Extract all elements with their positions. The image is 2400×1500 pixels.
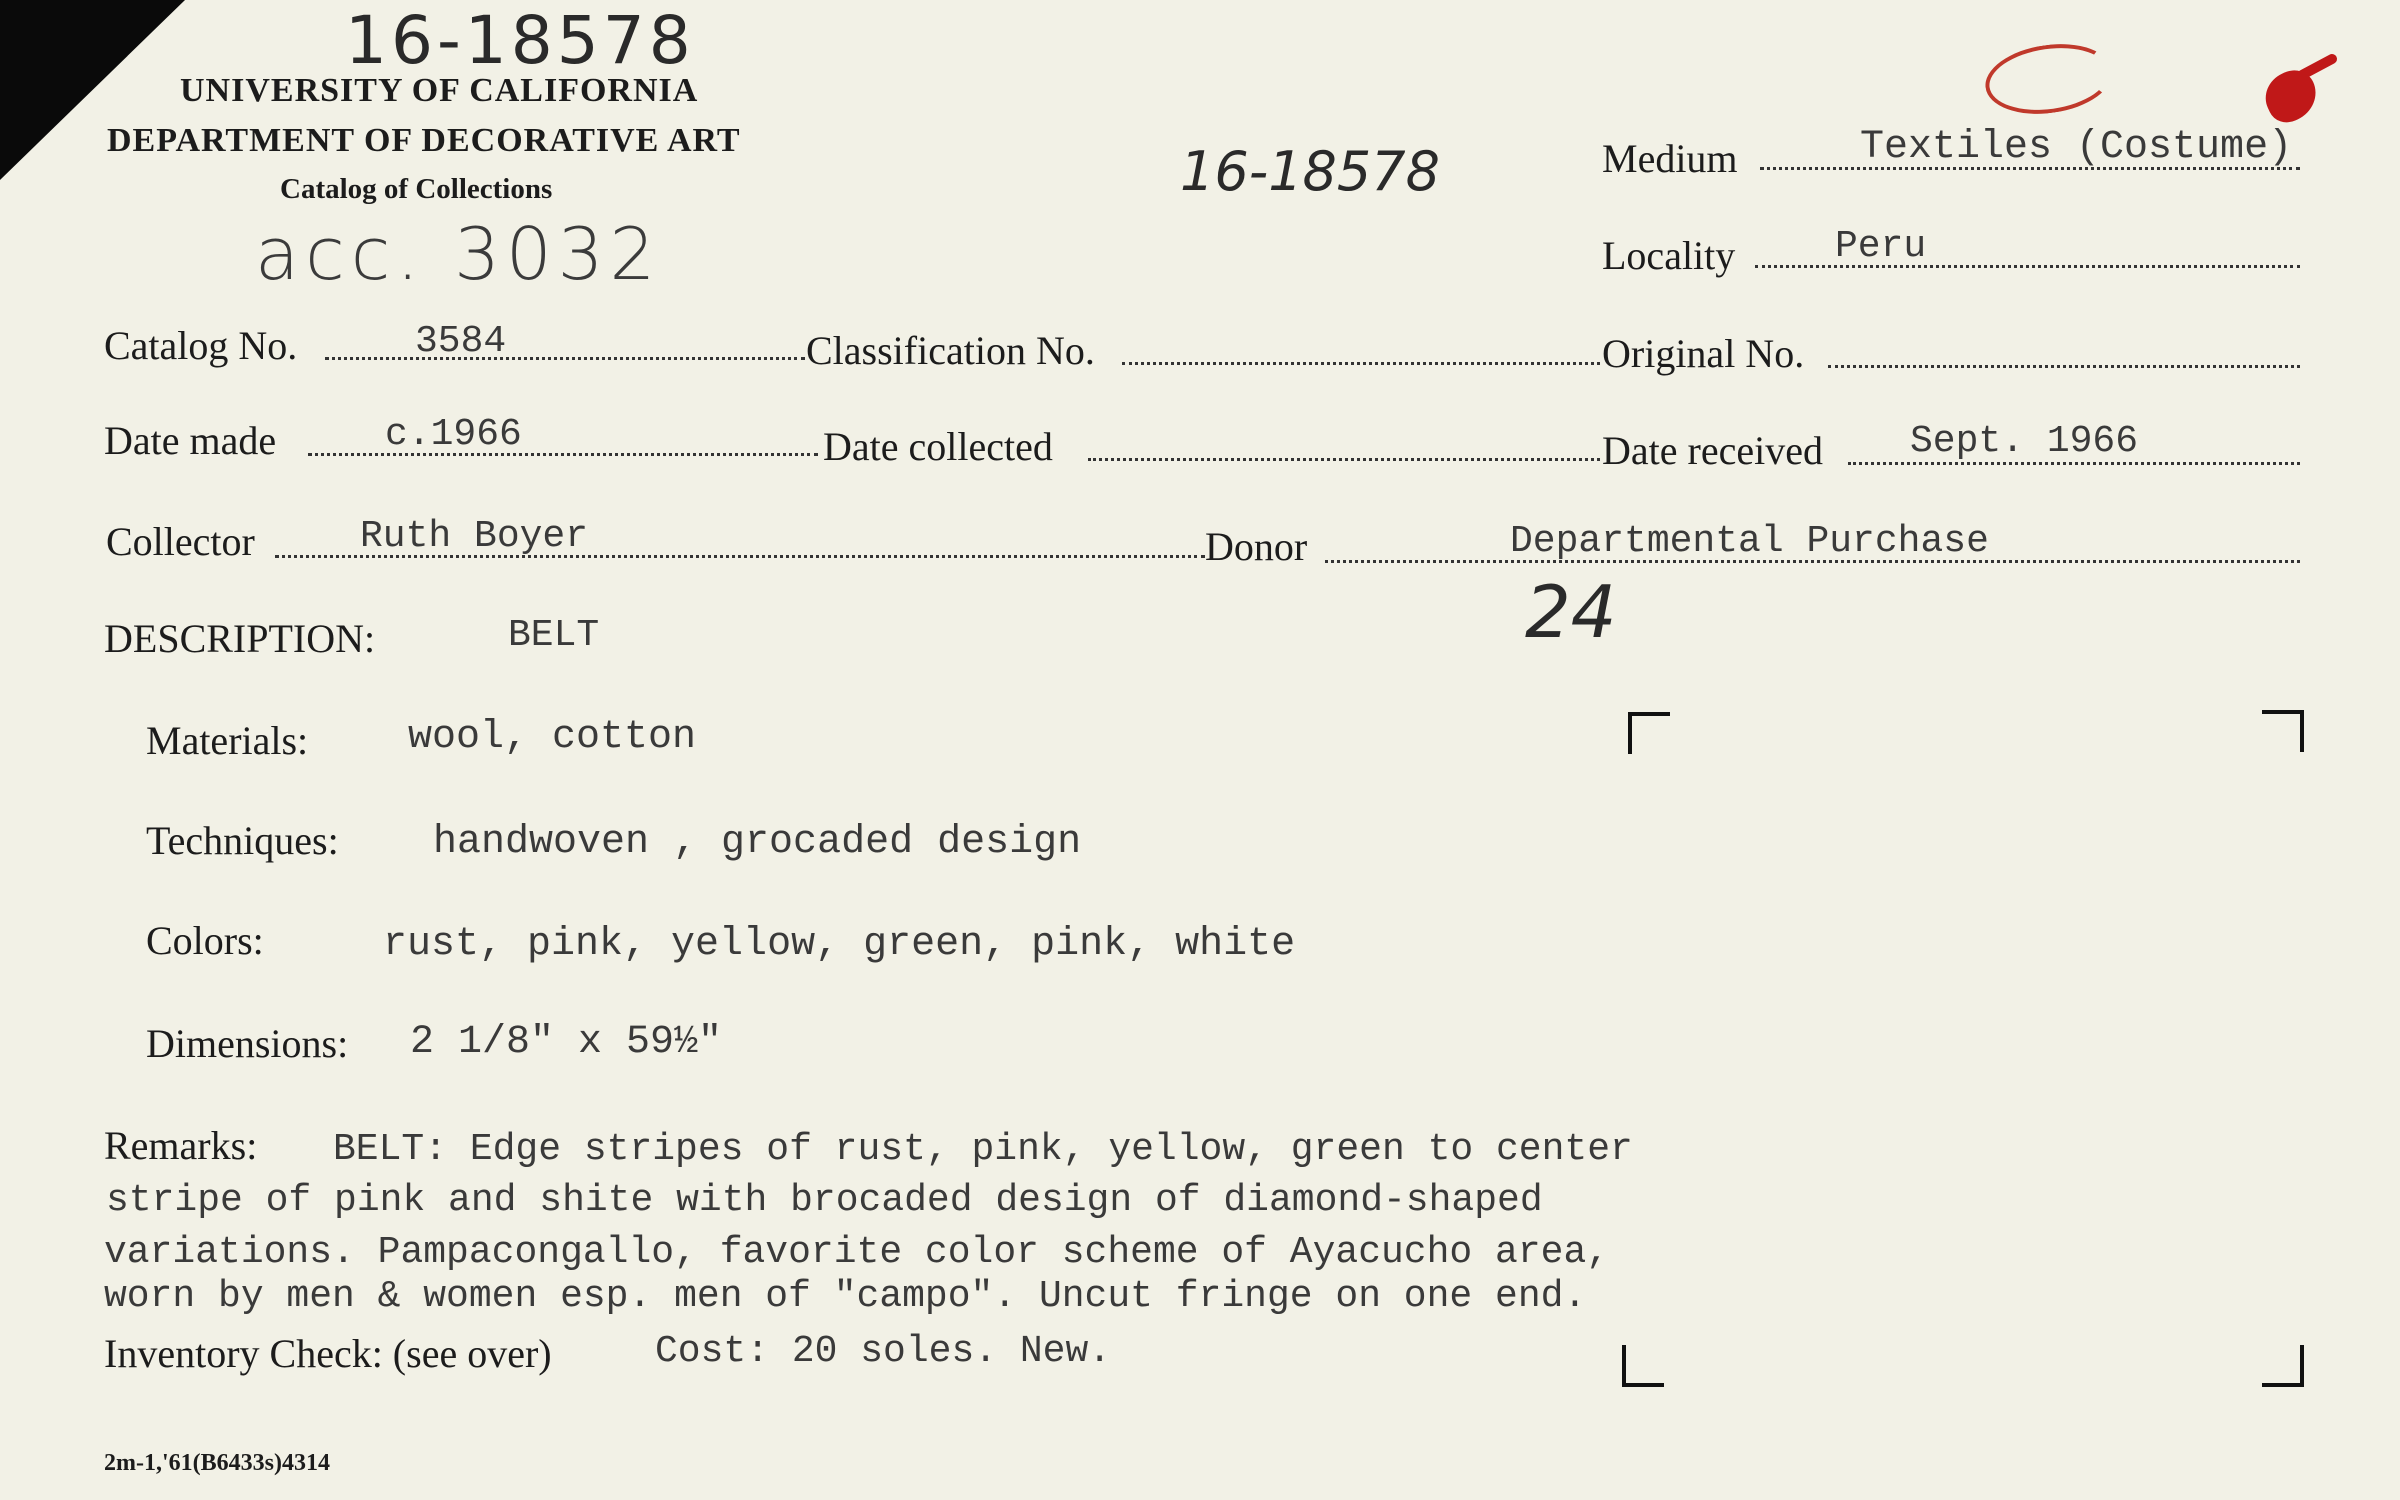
classification-line bbox=[1122, 362, 1600, 365]
original-no-line bbox=[1828, 365, 2300, 368]
colors-label: Colors: bbox=[146, 918, 264, 963]
top-catalog-number: 16-18578 bbox=[345, 2, 695, 79]
date-collected-line bbox=[1088, 458, 1600, 461]
medium-label: Medium bbox=[1602, 136, 1738, 181]
bracket-bottom-right bbox=[2262, 1345, 2304, 1387]
colors-value: rust, pink, yellow, green, pink, white bbox=[383, 922, 1296, 967]
date-collected-label: Date collected bbox=[823, 424, 1053, 469]
bracket-bottom-left bbox=[1622, 1345, 1664, 1387]
remarks-line-1: BELT: Edge stripes of rust, pink, yellow, green to center bbox=[333, 1128, 1633, 1171]
red-c-mark bbox=[1981, 36, 2117, 121]
remarks-line-2: stripe of pink and shite with brocaded design of diamond-shaped bbox=[106, 1179, 1543, 1222]
institution-name: UNIVERSITY OF CALIFORNIA bbox=[180, 72, 699, 109]
collector-label: Collector bbox=[106, 519, 255, 564]
catalog-no-value: 3584 bbox=[415, 320, 507, 363]
bracket-top-right bbox=[2262, 710, 2304, 752]
dimensions-value: 2 1/8" x 59½" bbox=[410, 1020, 723, 1065]
red-ink-mark-tail bbox=[2295, 52, 2339, 81]
date-made-value: c.1966 bbox=[385, 413, 522, 456]
locality-value: Peru bbox=[1835, 225, 1927, 268]
remarks-label: Remarks: bbox=[104, 1123, 258, 1168]
date-received-label: Date received bbox=[1602, 428, 1823, 473]
handwritten-number: 16-18578 bbox=[1180, 140, 1440, 203]
medium-value: Textiles (Costume) bbox=[1860, 125, 2293, 170]
card-subtitle: Catalog of Collections bbox=[280, 173, 553, 205]
collector-value: Ruth Boyer bbox=[360, 515, 589, 558]
materials-label: Materials: bbox=[146, 718, 309, 763]
donor-note: 24 bbox=[1525, 570, 1617, 654]
acc-number: acc. 3032 bbox=[255, 212, 662, 296]
bracket-top-left bbox=[1628, 712, 1670, 754]
catalog-no-label: Catalog No. bbox=[104, 323, 298, 368]
date-received-value: Sept. 1966 bbox=[1910, 420, 2139, 463]
donor-value: Departmental Purchase bbox=[1510, 520, 1989, 563]
print-code: 2m-1,'61(B6433s)4314 bbox=[104, 1450, 330, 1476]
original-no-label: Original No. bbox=[1602, 331, 1805, 376]
remarks-line-4: worn by men & women esp. men of "campo". Uncut fringe on one end. bbox=[104, 1275, 1587, 1318]
remarks-line-3: variations. Pampacongallo, favorite color scheme of Ayacucho area, bbox=[104, 1231, 1610, 1274]
cost-text: Cost: 20 soles. New. bbox=[655, 1330, 1112, 1373]
materials-value: wool, cotton bbox=[408, 715, 697, 760]
date-made-label: Date made bbox=[104, 418, 277, 463]
classification-label: Classification No. bbox=[806, 328, 1095, 373]
description-value: BELT bbox=[508, 614, 600, 657]
department-name: DEPARTMENT OF DECORATIVE ART bbox=[107, 122, 741, 159]
description-label: DESCRIPTION: bbox=[104, 616, 376, 661]
inventory-label: Inventory Check: (see over) bbox=[104, 1331, 552, 1376]
dimensions-label: Dimensions: bbox=[146, 1021, 349, 1066]
techniques-value: handwoven , grocaded design bbox=[433, 820, 1082, 865]
techniques-label: Techniques: bbox=[146, 818, 339, 863]
catalog-no-line bbox=[325, 357, 805, 360]
locality-label: Locality bbox=[1602, 233, 1736, 278]
donor-label: Donor bbox=[1205, 524, 1308, 569]
